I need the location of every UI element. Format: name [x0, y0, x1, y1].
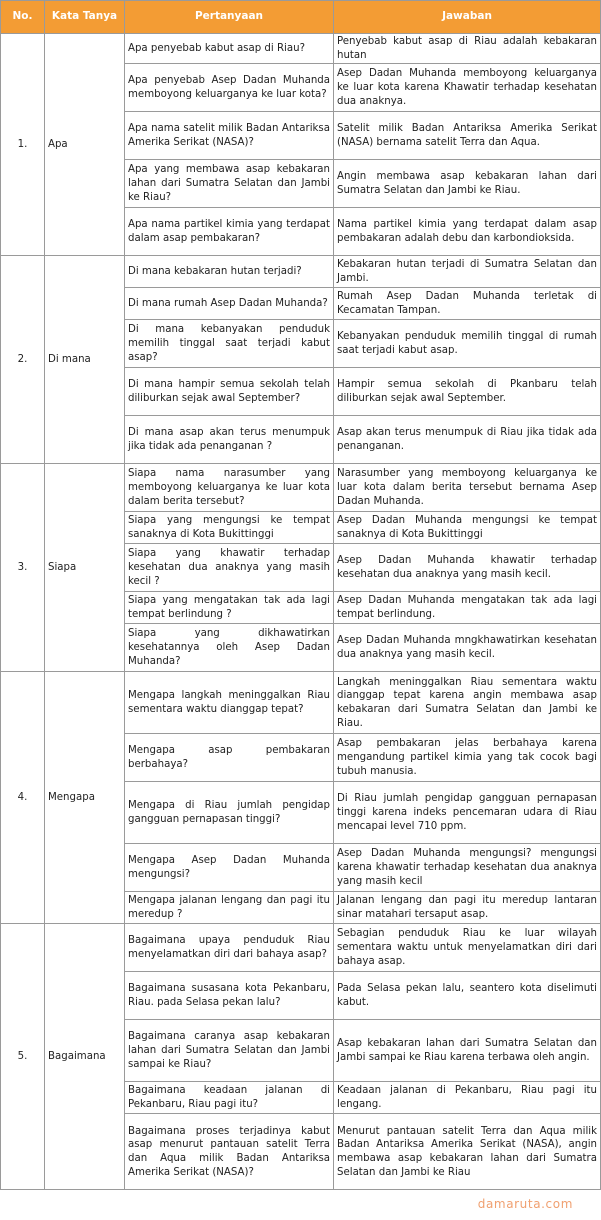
group-number: 5. — [1, 924, 45, 1190]
header-no: No. — [1, 1, 45, 34]
answer-cell: Angin membawa asap kebakaran lahan dari Sumatra Selatan dan Jambi ke Riau. — [334, 160, 601, 208]
answer-cell: Narasumber yang memboyong keluarganya ke luar kota dalam berita tersebut bernama Asep Dadan Muhanda. — [334, 464, 601, 512]
group-number: 1. — [1, 34, 45, 256]
table-row — [1, 924, 601, 972]
answer-cell: Keadaan jalanan di Pekanbaru, Riau pagi itu lengang. — [334, 1082, 601, 1114]
answer-cell: Hampir semua sekolah di Pkanbaru telah diliburkan sejak awal September. — [334, 368, 601, 416]
question-cell: Di mana kebanyakan penduduk memilih tinggal saat terjadi kabut asap? — [125, 320, 334, 368]
question-cell: Mengapa di Riau jumlah pengidap gangguan pernapasan tinggi? — [125, 782, 334, 844]
header-pertanyaan: Pertanyaan — [125, 1, 334, 34]
question-cell: Siapa yang mengungsi ke tempat sanaknya di Kota Bukittinggi — [125, 512, 334, 544]
question-word: Mengapa — [45, 672, 125, 924]
question-cell: Bagaimana proses terjadinya kabut asap menurut pantauan satelit Terra dan Aqua milik Badan Antariksa Amerika Serikat (NASA)? — [125, 1114, 334, 1190]
answer-cell: Nama partikel kimia yang terdapat dalam asap pembakaran adalah debu dan karbondioksida. — [334, 208, 601, 256]
group-number: 2. — [1, 256, 45, 464]
question-cell: Siapa yang mengatakan tak ada lagi tempat berlindung ? — [125, 592, 334, 624]
question-cell: Mengapa asap pembakaran berbahaya? — [125, 734, 334, 782]
answer-cell: Asep Dadan Muhanda mengatakan tak ada lagi tempat berlindung. — [334, 592, 601, 624]
question-cell: Apa penyebab kabut asap di Riau? — [125, 34, 334, 64]
answer-cell: Langkah meninggalkan Riau sementara waktu dianggap tepat karena angin membawa asap kebakaran dari Sumatra Selatan dan Jambi ke Riau. — [334, 672, 601, 734]
question-cell: Apa yang membawa asap kebakaran lahan dari Sumatra Selatan dan Jambi ke Riau? — [125, 160, 334, 208]
question-cell: Siapa nama narasumber yang memboyong keluarganya ke luar kota dalam berita tersebut? — [125, 464, 334, 512]
question-cell: Bagaimana upaya penduduk Riau menyelamatkan diri dari bahaya asap? — [125, 924, 334, 972]
answer-cell: Kebanyakan penduduk memilih tinggal di rumah saat terjadi kabut asap. — [334, 320, 601, 368]
question-cell: Siapa yang dikhawatirkan kesehatannya oleh Asep Dadan Muhanda? — [125, 624, 334, 672]
question-cell: Apa nama partikel kimia yang terdapat dalam asap pembakaran? — [125, 208, 334, 256]
answer-cell: Jalanan lengang dan pagi itu meredup lantaran sinar matahari tersaput asap. — [334, 892, 601, 924]
question-cell: Di mana hampir semua sekolah telah diliburkan sejak awal September? — [125, 368, 334, 416]
question-cell: Apa nama satelit milik Badan Antariksa Amerika Serikat (NASA)? — [125, 112, 334, 160]
answer-cell: Di Riau jumlah pengidap gangguan pernapasan tinggi karena indeks pencemaran udara di Riau mencapai level 710 ppm. — [334, 782, 601, 844]
answer-cell: Satelit milik Badan Antariksa Amerika Serikat (NASA) bernama satelit Terra dan Aqua. — [334, 112, 601, 160]
answer-cell: Asap kebakaran lahan dari Sumatra Selatan dan Jambi sampai ke Riau karena terbawa oleh angin. — [334, 1020, 601, 1082]
answer-cell: Menurut pantauan satelit Terra dan Aqua milik Badan Antariksa Amerika Serikat (NASA), angin membawa asap kebakaran lahan dari Sumatra Selatan dan Jambi ke Riau — [334, 1114, 601, 1190]
header-jawaban: Jawaban — [334, 1, 601, 34]
table-row — [1, 464, 601, 512]
question-cell: Mengapa Asep Dadan Muhanda mengungsi? — [125, 844, 334, 892]
answer-cell: Rumah Asep Dadan Muhanda terletak di Kecamatan Tampan. — [334, 288, 601, 320]
site-credit: damaruta.com — [477, 1197, 573, 1211]
answer-cell: Asep Dadan Muhanda memboyong keluarganya ke luar kota karena Khawatir terhadap kesehatan dua anaknya. — [334, 64, 601, 112]
question-cell: Di mana kebakaran hutan terjadi? — [125, 256, 334, 288]
table-header-row — [1, 1, 601, 34]
answer-cell: Asep Dadan Muhanda mengungsi ke tempat sanaknya di Kota Bukittinggi — [334, 512, 601, 544]
question-word: Di mana — [45, 256, 125, 464]
answer-cell: Asap pembakaran jelas berbahaya karena mengandung partikel kimia yang tak cocok bagi tubuh manusia. — [334, 734, 601, 782]
question-word: Siapa — [45, 464, 125, 672]
question-word: Bagaimana — [45, 924, 125, 1190]
question-cell: Bagaimana susasana kota Pekanbaru, Riau. pada Selasa pekan lalu? — [125, 972, 334, 1020]
question-cell: Di mana asap akan terus menumpuk jika tidak ada penanganan ? — [125, 416, 334, 464]
question-cell: Di mana rumah Asep Dadan Muhanda? — [125, 288, 334, 320]
question-word: Apa — [45, 34, 125, 256]
question-cell: Mengapa langkah meninggalkan Riau sementara waktu dianggap tepat? — [125, 672, 334, 734]
answer-cell: Sebagian penduduk Riau ke luar wilayah sementara waktu untuk menyelamatkan diri dari bahaya asap. — [334, 924, 601, 972]
question-cell: Siapa yang khawatir terhadap kesehatan dua anaknya yang masih kecil ? — [125, 544, 334, 592]
question-cell: Bagaimana caranya asap kebakaran lahan dari Sumatra Selatan dan Jambi sampai ke Riau? — [125, 1020, 334, 1082]
question-cell: Apa penyebab Asep Dadan Muhanda memboyong keluarganya ke luar kota? — [125, 64, 334, 112]
answer-cell: Penyebab kabut asap di Riau adalah kebakaran hutan — [334, 34, 601, 64]
question-cell: Mengapa jalanan lengang dan pagi itu meredup ? — [125, 892, 334, 924]
table-row — [1, 672, 601, 734]
table-row — [1, 34, 601, 64]
group-number: 4. — [1, 672, 45, 924]
question-cell: Bagaimana keadaan jalanan di Pekanbaru, Riau pagi itu? — [125, 1082, 334, 1114]
group-number: 3. — [1, 464, 45, 672]
answer-cell: Kebakaran hutan terjadi di Sumatra Selatan dan Jambi. — [334, 256, 601, 288]
answer-cell: Asep Dadan Muhanda mngkhawatirkan kesehatan dua anaknya yang masih kecil. — [334, 624, 601, 672]
answer-cell: Asap akan terus menumpuk di Riau jika tidak ada penanganan. — [334, 416, 601, 464]
answer-cell: Pada Selasa pekan lalu, seantero kota diselimuti kabut. — [334, 972, 601, 1020]
table-row — [1, 256, 601, 288]
answer-cell: Asep Dadan Muhanda mengungsi? mengungsi karena khawatir terhadap kesehatan dua anaknya yang masih kecil — [334, 844, 601, 892]
answer-cell: Asep Dadan Muhanda khawatir terhadap kesehatan dua anaknya yang masih kecil. — [334, 544, 601, 592]
header-kata-tanya: Kata Tanya — [45, 1, 125, 34]
